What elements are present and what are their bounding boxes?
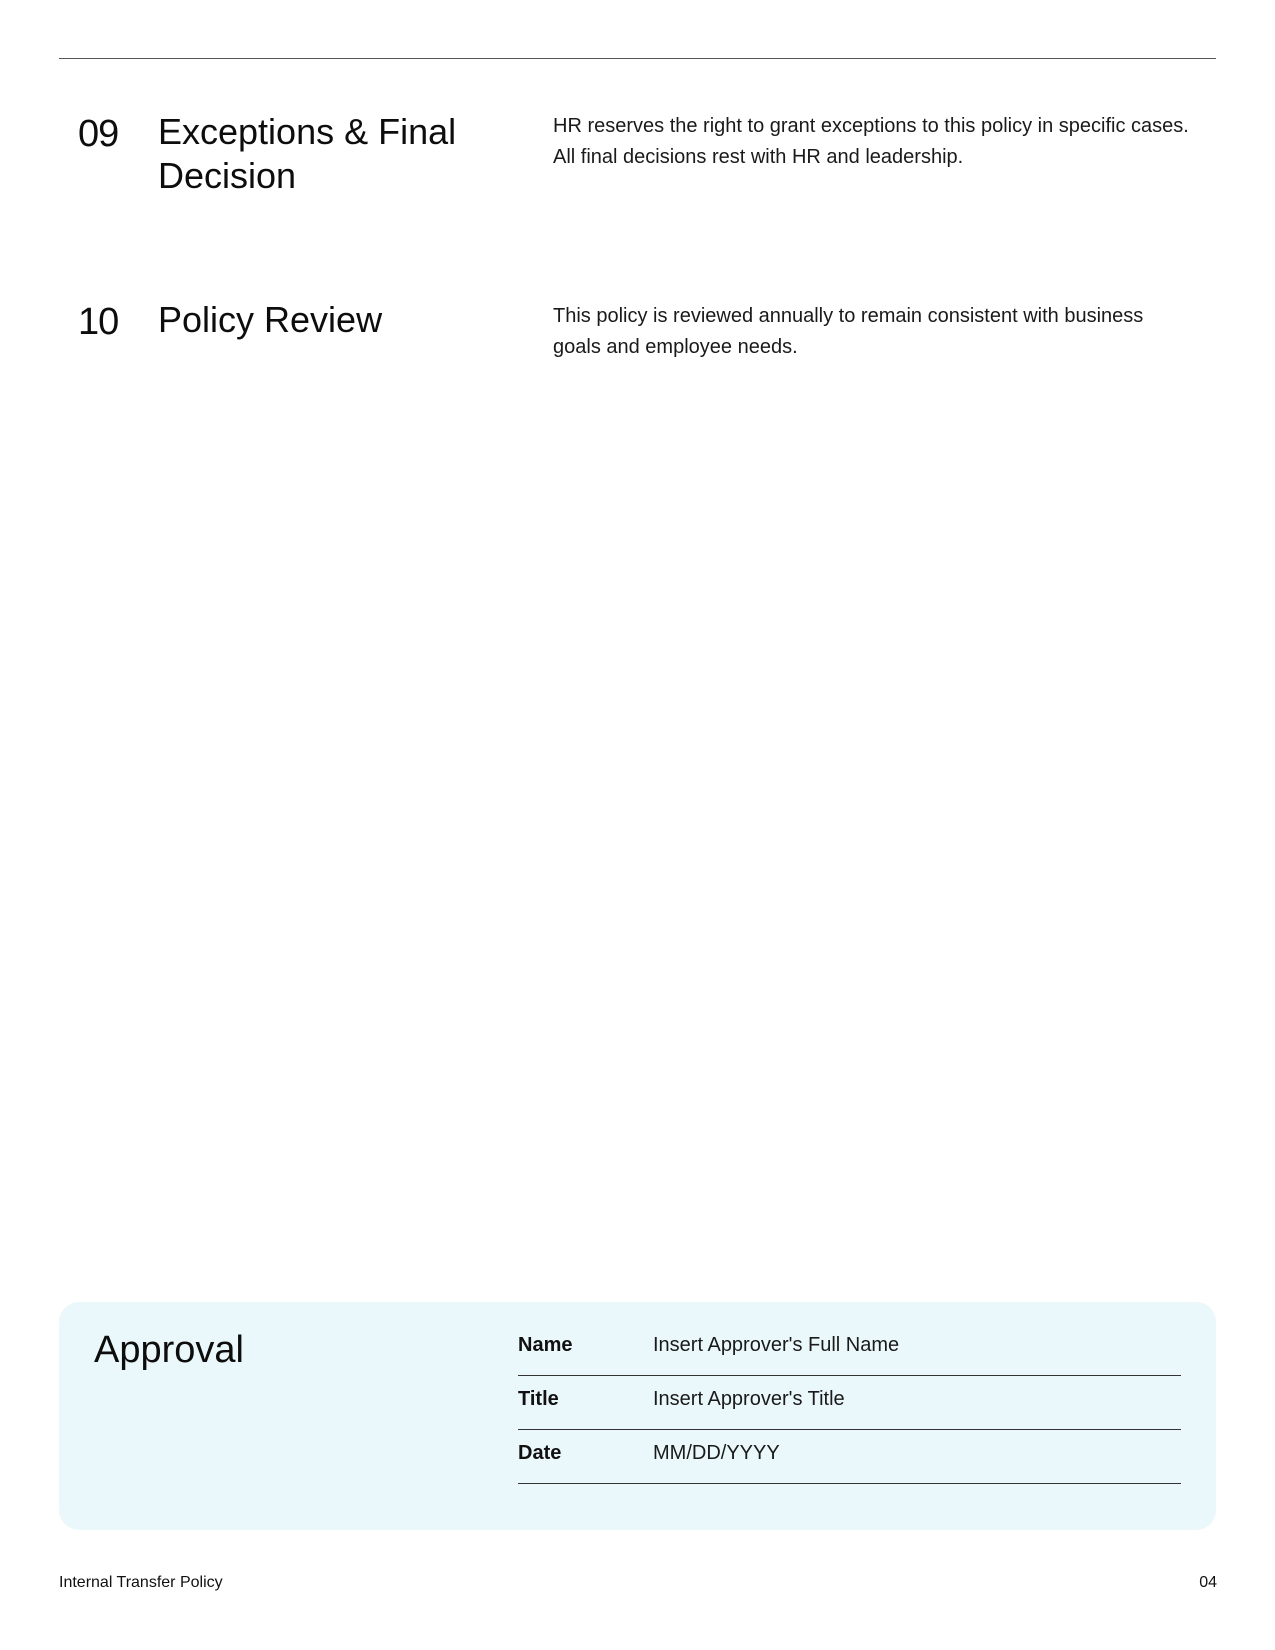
section-body: HR reserves the right to grant exceptions to this policy in specific cases. All final decisions rest with HR and leadership. bbox=[553, 115, 1189, 168]
field-label: Name bbox=[518, 1334, 573, 1356]
field-label: Title bbox=[518, 1388, 559, 1410]
approval-date-field[interactable]: MM/DD/YYYY bbox=[653, 1442, 780, 1464]
footer-page-number: 04 bbox=[1199, 1574, 1217, 1591]
section-title: Policy Review bbox=[158, 299, 383, 340]
field-label: Date bbox=[518, 1442, 562, 1464]
footer-document-title: Internal Transfer Policy bbox=[59, 1574, 223, 1591]
section-number: 10 bbox=[78, 301, 119, 343]
approval-title: Approval bbox=[94, 1329, 244, 1371]
approver-name-field[interactable]: Insert Approver's Full Name bbox=[653, 1334, 900, 1356]
approval-row-name bbox=[518, 1322, 1181, 1376]
approval-row-title bbox=[518, 1376, 1181, 1430]
section-body: This policy is reviewed annually to remain consistent with business goals and employee needs. bbox=[553, 305, 1144, 358]
section-title: Exceptions & Final Decision bbox=[158, 111, 457, 196]
approval-panel bbox=[59, 1302, 1216, 1530]
top-divider bbox=[59, 58, 1216, 59]
approval-fields bbox=[518, 1322, 1181, 1484]
approval-row-date bbox=[518, 1430, 1181, 1484]
section-number: 09 bbox=[78, 113, 119, 155]
approver-title-field[interactable]: Insert Approver's Title bbox=[653, 1388, 845, 1410]
